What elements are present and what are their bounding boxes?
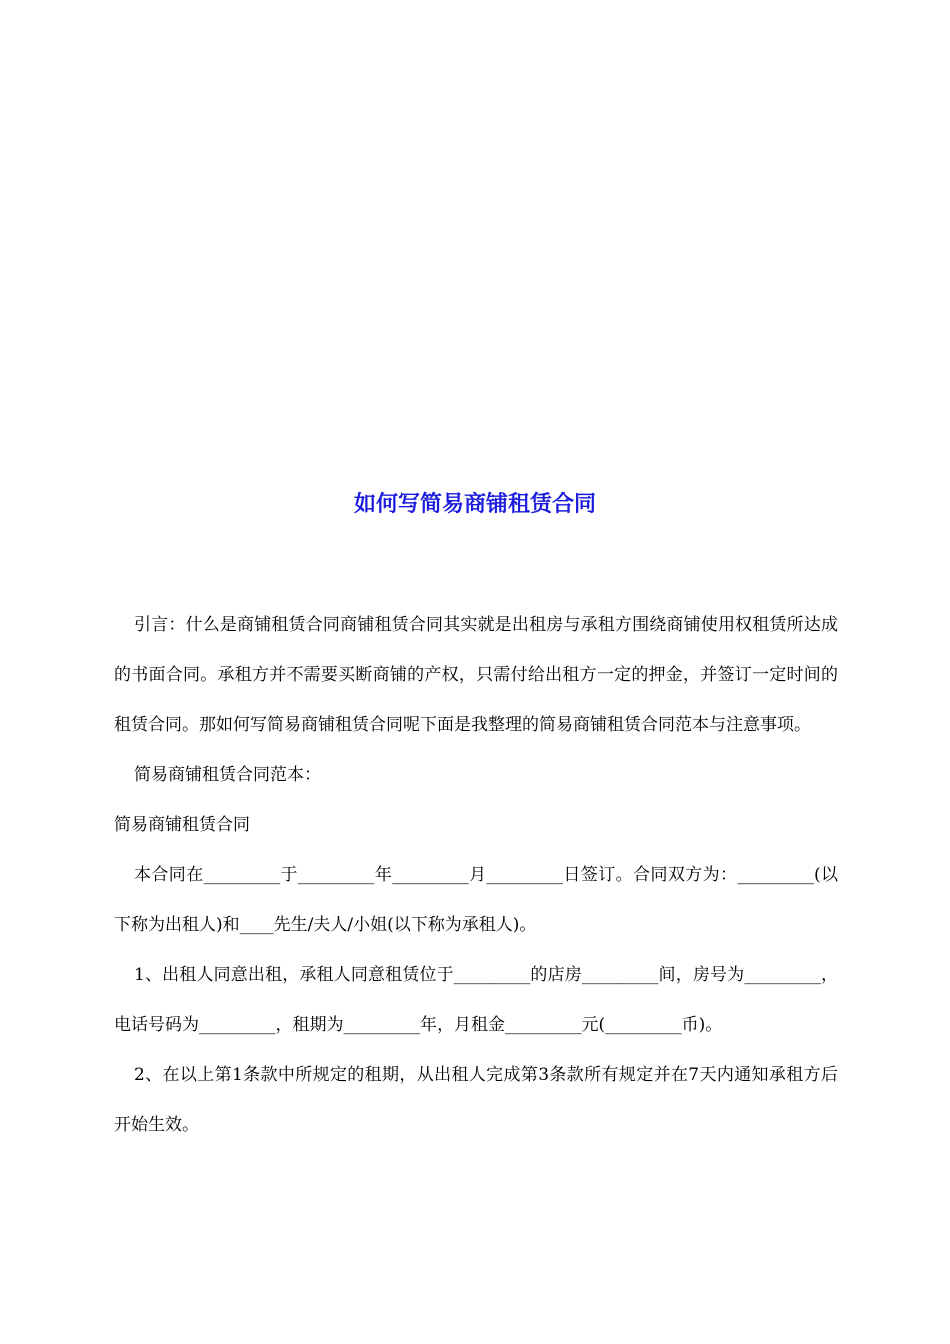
document-title: 如何写简易商铺租赁合同 <box>353 491 596 517</box>
document-body <box>114 600 838 1150</box>
clause-2-paragraph: 2、在以上第1条款中所规定的租期，从出租人完成第3条款所有规定并在7天内通知承租方后开始生效。 <box>114 1065 838 1135</box>
template-heading: 简易商铺租赁合同范本： <box>134 765 321 785</box>
contract-parties-paragraph: 本合同在_________于_________年_________月_________日签订。合同双方为：_________(以下称为出租人)和____先生/夫人/小姐(以下称为承租人)。 <box>114 865 838 935</box>
contract-title: 简易商铺租赁合同 <box>114 815 250 835</box>
clause-1-paragraph: 1、出租人同意出租，承租人同意租赁位于_________的店房_________间，房号为_________，电话号码为_________，租期为_________年，月租金_________元(_________币)。 <box>114 965 838 1035</box>
intro-paragraph: 引言：什么是商铺租赁合同商铺租赁合同其实就是出租房与承租方围绕商铺使用权租赁所达成的书面合同。承租方并不需要买断商铺的产权，只需付给出租方一定的押金，并签订一定时间的租赁合同。那如何写简易商铺租赁合同呢下面是我整理的简易商铺租赁合同范本与注意事项。 <box>114 615 838 735</box>
